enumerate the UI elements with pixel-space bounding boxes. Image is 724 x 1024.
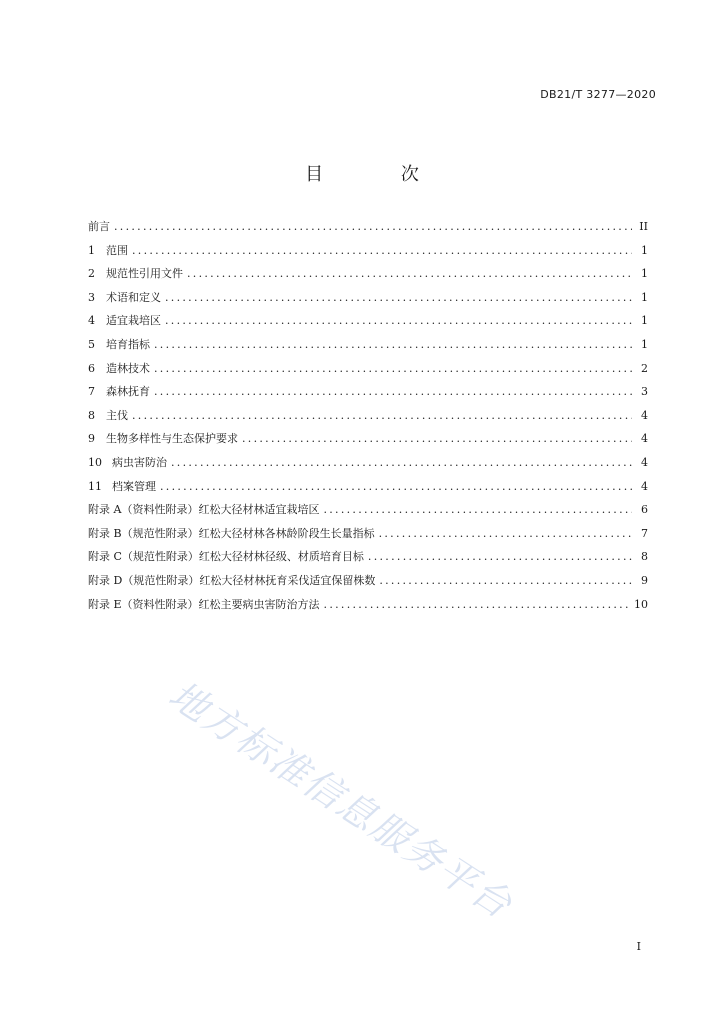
toc-entry-label: 森林抚育 xyxy=(106,385,150,399)
document-code: DB21/T 3277—2020 xyxy=(540,88,656,101)
toc-entry-number: 6 xyxy=(88,361,95,375)
toc-entry-page: 1 xyxy=(641,243,648,257)
toc-leader-dots xyxy=(154,338,632,351)
toc-entry-label: 前言 xyxy=(88,220,110,233)
toc-entry-number: 9 xyxy=(88,432,95,446)
table-of-contents xyxy=(88,218,648,619)
toc-entry-7[interactable] xyxy=(88,383,648,407)
toc-leader-dots xyxy=(379,574,632,587)
toc-entry-page: 6 xyxy=(641,503,648,517)
toc-entry-6[interactable] xyxy=(88,360,648,384)
toc-leader-dots xyxy=(154,385,632,398)
toc-entry-4[interactable] xyxy=(88,312,648,336)
toc-entry-number: 1 xyxy=(88,243,95,257)
toc-entry-label: 适宜栽培区 xyxy=(106,314,161,328)
toc-entry-label: 红松大径材林各林龄阶段生长量指标 xyxy=(198,526,375,540)
toc-entry-page: 4 xyxy=(641,408,648,422)
toc-entry-label: 培育指标 xyxy=(106,337,150,351)
toc-entry-page: 7 xyxy=(641,526,648,540)
toc-appendix-e[interactable] xyxy=(88,596,648,620)
toc-entry-page: 2 xyxy=(641,361,648,375)
toc-entry-page: II xyxy=(639,220,648,233)
toc-entry-label: 规范性引用文件 xyxy=(106,267,183,281)
toc-entry-page: 8 xyxy=(641,550,648,564)
toc-entry-label: 造林技术 xyxy=(106,361,150,375)
toc-leader-dots xyxy=(165,291,632,304)
toc-entry-number: 10 xyxy=(88,455,102,469)
toc-entry-3[interactable] xyxy=(88,289,648,313)
toc-entry-page: 3 xyxy=(641,385,648,399)
toc-entry-label: 红松大径材林抚育采伐适宜保留株数 xyxy=(199,573,376,587)
toc-leader-dots xyxy=(323,503,632,516)
toc-entry-page: 1 xyxy=(641,290,648,304)
toc-entry-number: 4 xyxy=(88,314,95,328)
toc-entry-label: 范围 xyxy=(106,243,128,257)
page-number: I xyxy=(636,940,641,953)
toc-appendix-prefix: 附录 D（规范性附录） xyxy=(88,573,200,587)
toc-leader-dots xyxy=(114,220,632,233)
toc-leader-dots xyxy=(187,267,632,280)
toc-entry-number: 5 xyxy=(88,337,95,351)
toc-entry-label: 病虫害防治 xyxy=(112,455,167,469)
toc-entry-page: 4 xyxy=(641,432,648,446)
toc-leader-dots xyxy=(132,244,632,257)
toc-entry-page: 4 xyxy=(641,479,648,493)
toc-entry-1[interactable] xyxy=(88,242,648,266)
toc-entry-foreword[interactable] xyxy=(88,218,648,242)
toc-entry-page: 1 xyxy=(641,314,648,328)
page-title: 目 次 xyxy=(305,164,455,185)
toc-entry-number: 7 xyxy=(88,385,95,399)
toc-appendix-d[interactable] xyxy=(88,572,648,596)
toc-entry-number: 8 xyxy=(88,408,95,422)
toc-leader-dots xyxy=(379,527,632,540)
toc-entry-number: 2 xyxy=(88,267,95,281)
toc-entry-label: 红松主要病虫害防治方法 xyxy=(198,597,320,611)
toc-entry-11[interactable] xyxy=(88,478,648,502)
toc-leader-dots xyxy=(368,550,632,563)
toc-appendix-prefix: 附录 B（规范性附录） xyxy=(88,526,199,540)
toc-entry-page: 1 xyxy=(641,267,648,281)
toc-entry-label: 主伐 xyxy=(106,408,128,422)
toc-entry-label: 档案管理 xyxy=(112,479,156,493)
toc-entry-label: 红松大径材林适宜栽培区 xyxy=(198,503,320,517)
toc-leader-dots xyxy=(242,432,632,445)
toc-entry-page: 9 xyxy=(641,573,648,587)
toc-appendix-c[interactable] xyxy=(88,548,648,572)
toc-appendix-a[interactable] xyxy=(88,501,648,525)
toc-entry-label: 红松大径材林径级、材质培育目标 xyxy=(198,550,364,564)
toc-leader-dots xyxy=(165,314,632,327)
toc-leader-dots xyxy=(154,362,632,375)
toc-entry-number: 3 xyxy=(88,290,95,304)
toc-leader-dots xyxy=(324,598,630,611)
toc-appendix-prefix: 附录 E（资料性附录） xyxy=(88,597,199,611)
toc-entry-8[interactable] xyxy=(88,407,648,431)
toc-entry-label: 术语和定义 xyxy=(106,290,161,304)
toc-appendix-prefix: 附录 C（规范性附录） xyxy=(88,550,199,564)
toc-leader-dots xyxy=(132,409,632,422)
toc-entry-2[interactable] xyxy=(88,265,648,289)
toc-entry-page: 1 xyxy=(641,337,648,351)
toc-appendix-b[interactable] xyxy=(88,525,648,549)
toc-entry-number: 11 xyxy=(88,479,102,493)
toc-entry-5[interactable] xyxy=(88,336,648,360)
toc-leader-dots xyxy=(160,480,632,493)
toc-entry-page: 4 xyxy=(641,455,648,469)
toc-entry-10[interactable] xyxy=(88,454,648,478)
toc-entry-label: 生物多样性与生态保护要求 xyxy=(106,432,238,446)
watermark: 地方标准信息服务平台 xyxy=(161,672,521,928)
toc-entry-page: 10 xyxy=(634,597,648,611)
toc-entry-9[interactable] xyxy=(88,430,648,454)
toc-leader-dots xyxy=(171,456,632,469)
toc-appendix-prefix: 附录 A（资料性附录） xyxy=(88,503,199,517)
